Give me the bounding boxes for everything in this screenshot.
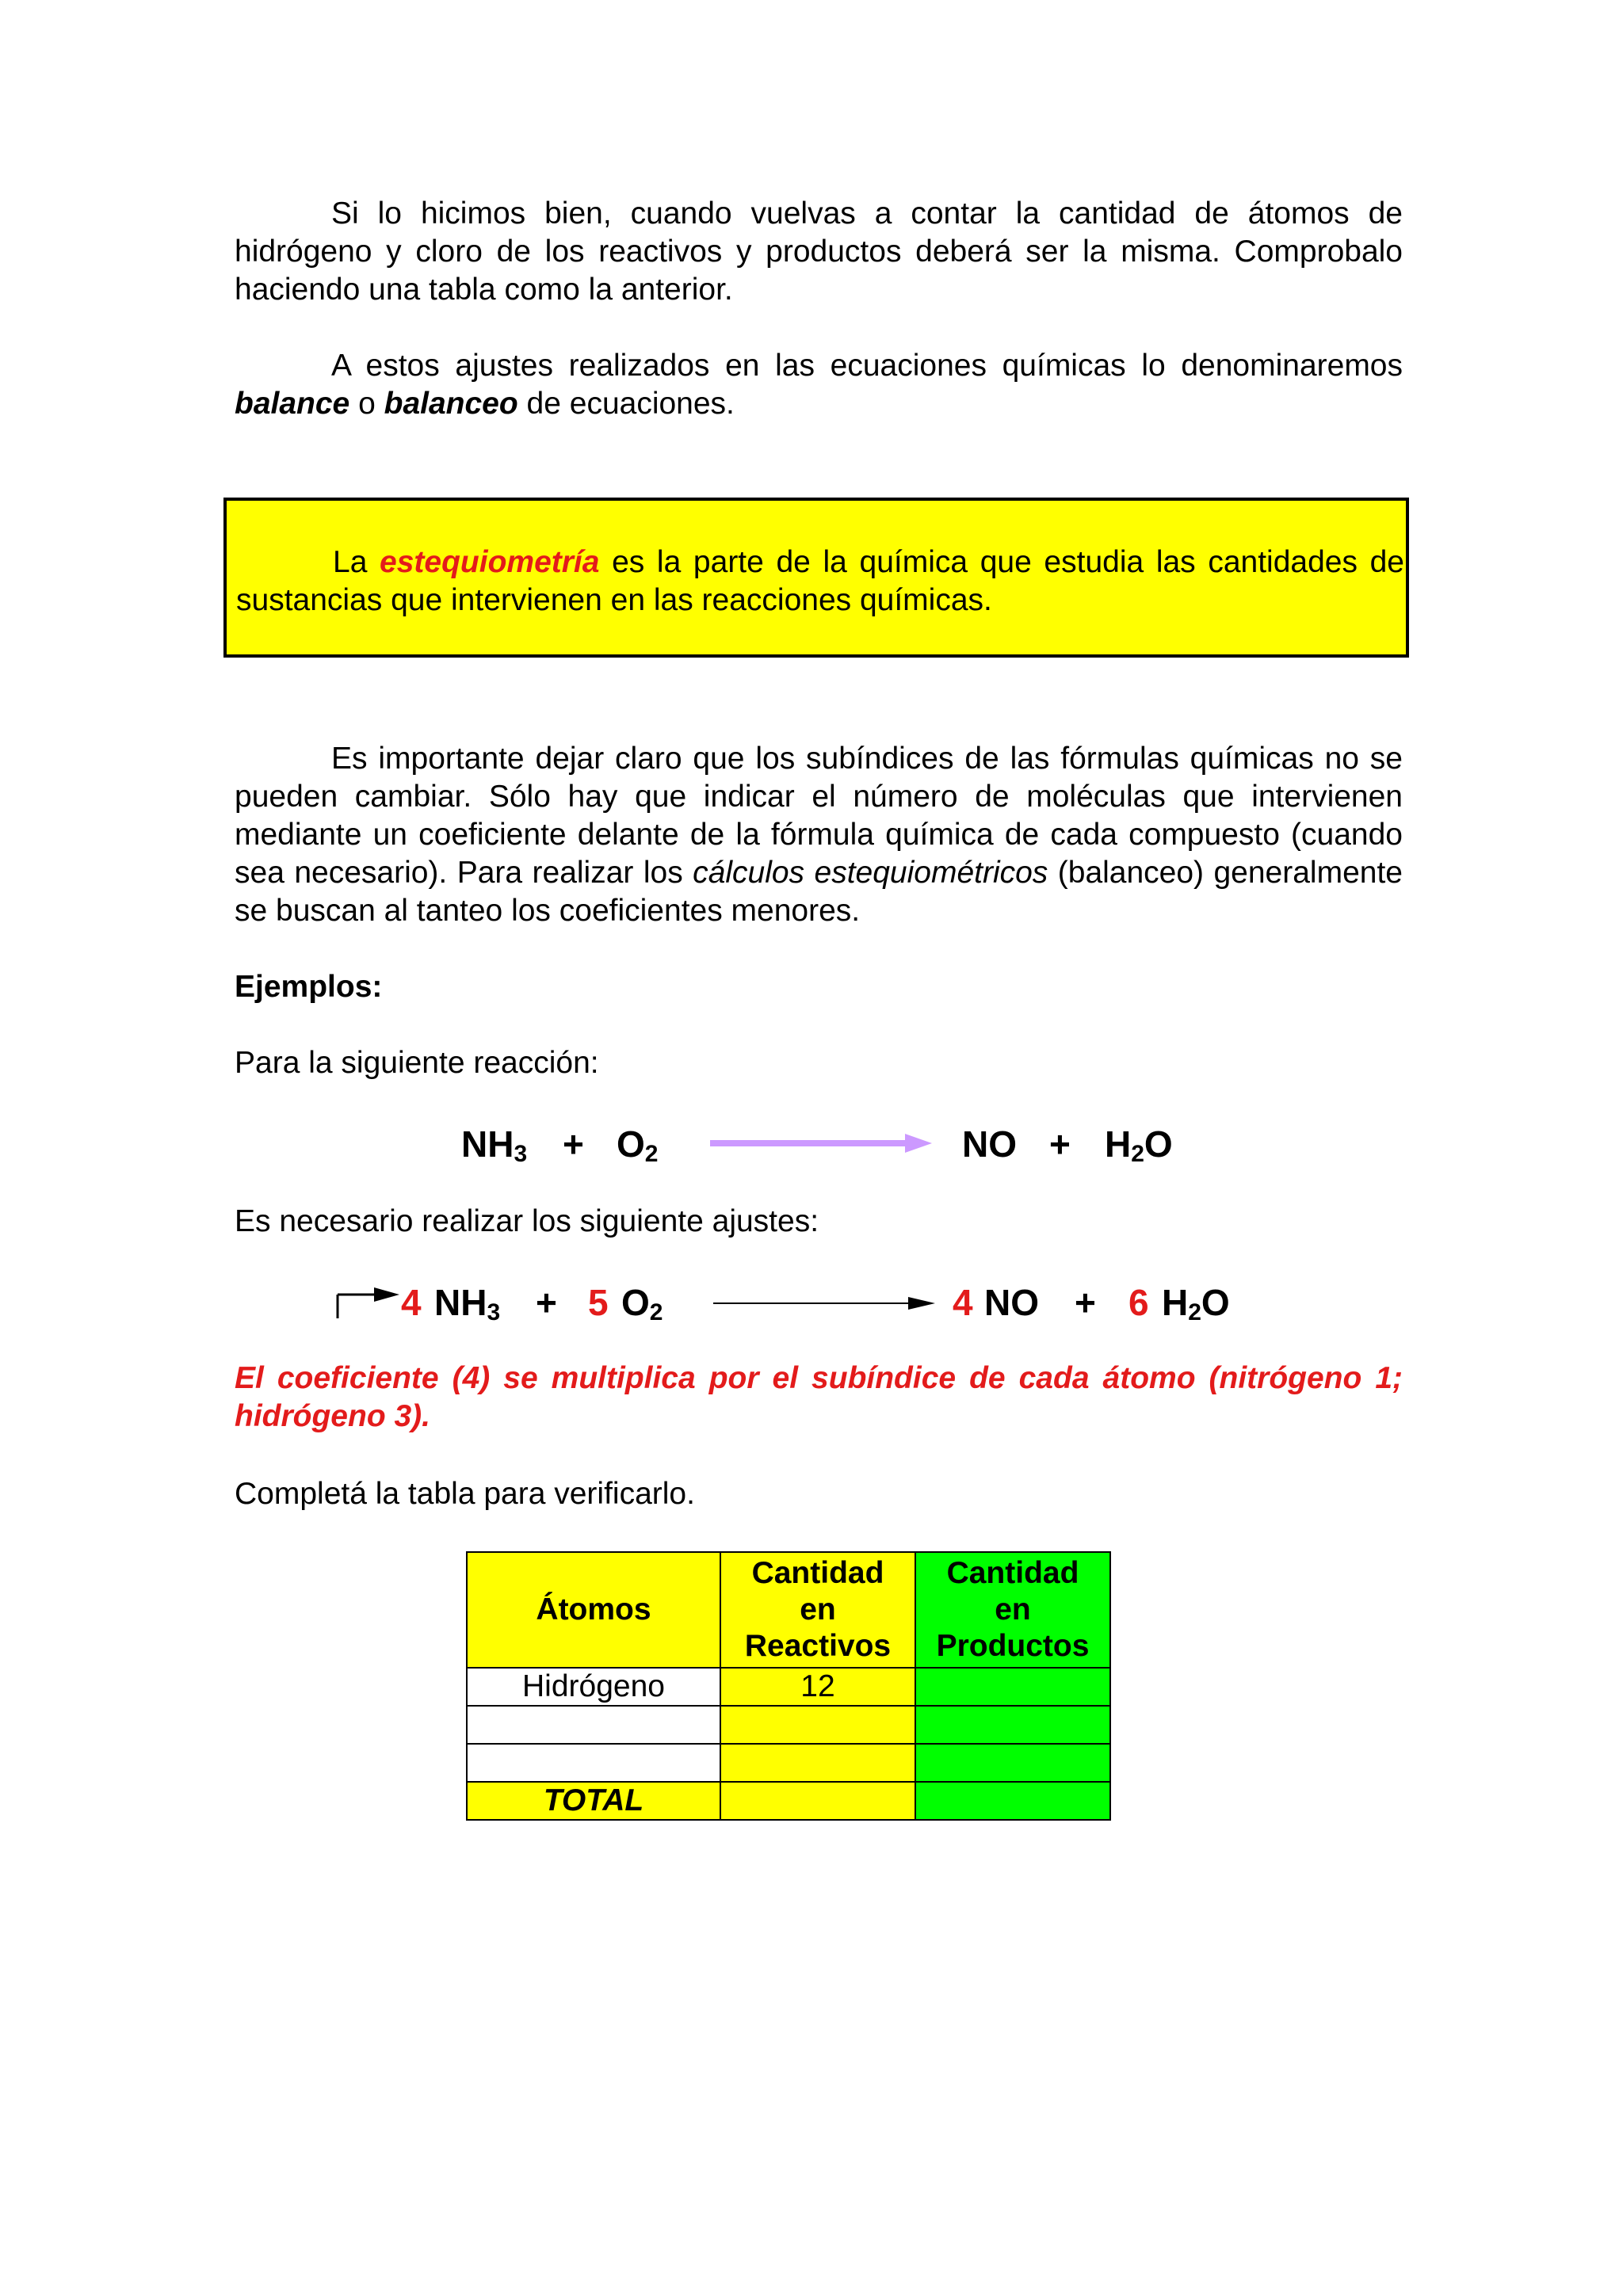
eq1-product-h2o: $H_2O$	[1105, 1123, 1173, 1167]
table-intro: Completá la tabla para verificarlo.	[235, 1477, 695, 1511]
cell-reactivos[interactable]: 12	[720, 1668, 915, 1706]
eq2-coefficient-4-nh3: 4	[401, 1282, 422, 1323]
cell-productos[interactable]	[915, 1706, 1110, 1744]
cell-total-productos[interactable]	[915, 1782, 1110, 1820]
table-row	[467, 1706, 1110, 1744]
eq2-coefficient-4-no: 4	[953, 1282, 973, 1323]
eq1-reactant-o2: $O_2$	[617, 1123, 659, 1167]
reaction-intro: Para la siguiente reacción:	[235, 1046, 599, 1080]
header-atomos: Átomos	[467, 1552, 720, 1668]
eq2-reactant-nh3: $NH_3$	[434, 1282, 501, 1325]
cell-reactivos[interactable]	[720, 1706, 915, 1744]
eq1-arrow-icon	[710, 1131, 932, 1155]
paragraph-1-text: Si lo hicimos bien, cuando vuelvas a contar la cantidad de átomos de hidrógeno y cloro de los reactivos y productos deberá ser la misma. Comprobalo haciendo una tabla como la anterior.	[235, 196, 1403, 307]
table-total-row	[467, 1782, 1110, 1820]
cell-atom-name[interactable]	[467, 1744, 720, 1782]
definition-text	[236, 543, 1404, 620]
cell-productos[interactable]	[915, 1744, 1110, 1782]
definition-box	[223, 498, 1409, 658]
eq2-product-h2o: $H_2O$	[1162, 1282, 1230, 1325]
cell-atom-name[interactable]	[467, 1706, 720, 1744]
eq1-reactant-nh3: $NH_3$	[461, 1123, 528, 1167]
eq2-plus-1: +	[536, 1282, 557, 1323]
header-cantidad-reactivos: Cantidad en Reactivos	[720, 1552, 915, 1668]
cell-reactivos[interactable]	[720, 1744, 915, 1782]
table-row	[467, 1668, 1110, 1706]
paragraph-check-atoms	[235, 195, 1403, 309]
eq2-coefficient-6-h2o: 6	[1128, 1282, 1149, 1323]
term-balance: balance	[235, 387, 350, 421]
term-estequiometria: estequiometría	[380, 545, 600, 579]
paragraph-subindices	[235, 740, 1403, 930]
paragraph-3-after: (balanceo) generalmente se buscan al tanteo los coeficientes menores.	[235, 856, 1403, 928]
definition-after: es la parte de la química que estudia las cantidades de sustancias que intervienen en las reacciones químicas.	[236, 545, 1404, 617]
examples-heading: Ejemplos:	[235, 970, 383, 1004]
paragraph-2-middle: o	[349, 387, 384, 421]
coefficient-note: El coeficiente (4) se multiplica por el subíndice de cada átomo (nitrógeno 1; hidrógeno 3).	[235, 1361, 1403, 1433]
adjust-intro: Es necesario realizar los siguiente ajustes:	[235, 1204, 819, 1238]
term-balanceo: balanceo	[384, 387, 518, 421]
definition-before: La	[333, 545, 380, 579]
eq1-plus-2: +	[1049, 1123, 1071, 1165]
bent-arrow-icon	[333, 1285, 399, 1322]
eq2-reactant-o2: $O_2$	[621, 1282, 663, 1325]
eq2-product-no: NO	[984, 1282, 1039, 1323]
cell-atom-name[interactable]: Hidrógeno	[467, 1668, 720, 1706]
atoms-table	[466, 1551, 1111, 1821]
eq1-plus-1: +	[563, 1123, 584, 1165]
cell-productos[interactable]	[915, 1668, 1110, 1706]
cell-total-reactivos[interactable]	[720, 1782, 915, 1820]
term-calculos-estequiometricos: cálculos estequiométricos	[693, 856, 1048, 890]
paragraph-balance-definition	[235, 347, 1403, 423]
paragraph-2-before: A estos ajustes realizados en las ecuaciones químicas lo denominaremos	[331, 349, 1403, 383]
eq2-coefficient-5-o2: 5	[588, 1282, 609, 1323]
header-cantidad-productos: Cantidad en Productos	[915, 1552, 1110, 1668]
eq2-plus-2: +	[1075, 1282, 1096, 1323]
table-row	[467, 1744, 1110, 1782]
eq1-product-no: NO	[962, 1123, 1017, 1165]
paragraph-3-before: Es importante dejar claro que los subíndices de las fórmulas químicas no se pueden cambiar. Sólo hay que indicar el número de moléculas que intervienen mediante un coeficiente delante de la fórmula química de cada compuesto (cuando sea necesario). Para realizar los	[235, 742, 1403, 890]
table-header-row	[467, 1552, 1110, 1668]
cell-total-label: TOTAL	[467, 1782, 720, 1820]
paragraph-2-after: de ecuaciones.	[517, 387, 735, 421]
eq2-arrow-icon	[713, 1293, 935, 1314]
